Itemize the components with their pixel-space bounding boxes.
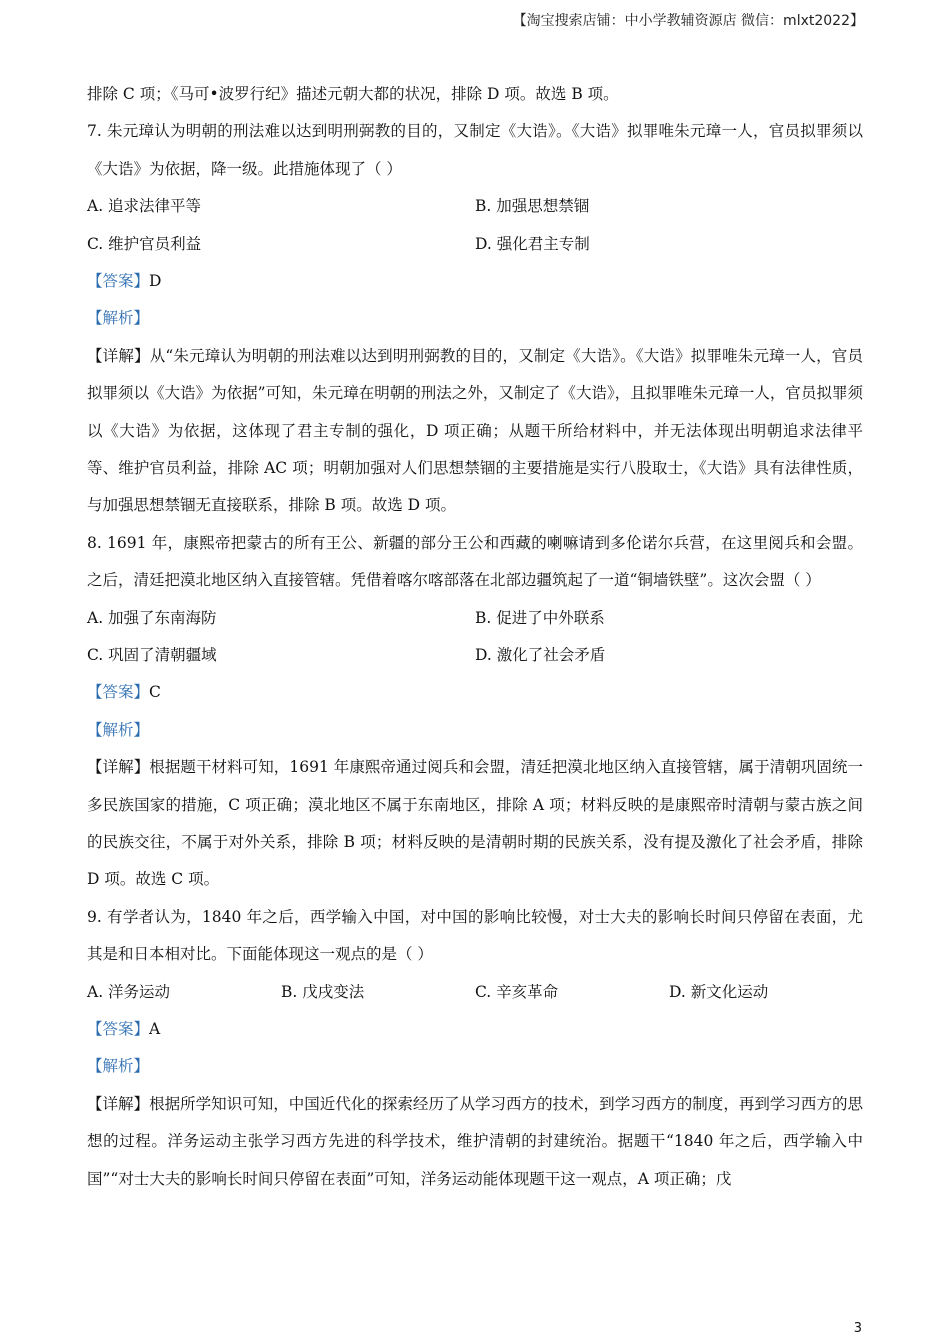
question-stem: 8. 1691 年，康熙帝把蒙古的所有王公、新疆的部分王公和西藏的喇嘛请到多伦诺尔兵营，在这里阅兵和会盟。之后，清廷把漠北地区纳入直接管辖。凭借着喀尔喀部落在北部边疆筑起了一道“铜墙铁壁”。这次会盟（ ） — [87, 533, 863, 590]
options-row — [87, 637, 863, 674]
option-b: B. 促进了中外联系 — [475, 608, 605, 627]
option-c: C. 巩固了清朝疆域 — [87, 646, 217, 664]
answer-tag: 【答案】 — [87, 1020, 150, 1038]
analysis-tag: 【解析】 — [87, 720, 150, 739]
option-d: D. 强化君主专制 — [475, 234, 590, 253]
detail-tag: 【详解】 — [87, 1094, 150, 1113]
detail-paragraph — [87, 749, 863, 899]
detail-tag: 【详解】 — [87, 346, 150, 365]
page-header: 【淘宝搜索店铺：中小学教辅资源店 微信：mlxt2022】 — [512, 13, 864, 29]
options-row — [87, 188, 863, 225]
answer-value: C — [149, 683, 161, 702]
detail-tag: 【详解】 — [87, 758, 150, 777]
answer-value: D — [149, 271, 162, 290]
options-row — [87, 974, 863, 1011]
document-body — [87, 76, 863, 1198]
answer-line — [87, 674, 863, 711]
analysis-line — [87, 1048, 863, 1085]
option-a: A. 加强了东南海防 — [87, 608, 217, 627]
option-c: C. 辛亥革命 — [475, 982, 559, 1001]
question-8 — [87, 525, 863, 899]
question-7 — [87, 113, 863, 524]
option-b: B. 加强思想禁锢 — [475, 197, 590, 216]
option-c: C. 维护官员利益 — [87, 234, 202, 253]
answer-value: A — [149, 1020, 161, 1038]
intro-line: 排除 C 项；《马可•波罗行纪》描述元朝大都的状况，排除 D 项。故选 B 项。 — [87, 85, 619, 103]
option-d: D. 激化了社会矛盾 — [475, 646, 606, 664]
detail-text: 根据题干材料可知，1691 年康熙帝通过阅兵和会盟，清廷把漠北地区纳入直接管辖，属于清朝巩固统一多民族国家的措施，C 项正确；漠北地区不属于东南地区，排除 A 项；材料反映的是康熙帝时清朝与蒙古族之间的民族交往，不属于对外关系，排除 B 项；材料反映的是清朝时期的民族关系，没有提及激化了社会矛盾，排除 D 项。故选 C 项。 — [87, 758, 863, 889]
analysis-tag: 【解析】 — [87, 309, 150, 328]
page-number: 3 — [853, 1321, 862, 1336]
detail-paragraph — [87, 1086, 863, 1198]
question-stem: 9. 有学者认为，1840 年之后，西学输入中国，对中国的影响比较慢，对士大夫的影响长时间只停留在表面，尤其是和日本相对比。下面能体现这一观点的是（ ） — [87, 907, 863, 964]
options-row — [87, 226, 863, 263]
answer-line — [87, 1011, 863, 1048]
answer-tag: 【答案】 — [87, 271, 150, 290]
options-row — [87, 600, 863, 637]
option-a: A. 追求法律平等 — [87, 197, 202, 216]
analysis-line — [87, 712, 863, 749]
question-stem: 7. 朱元璋认为明朝的刑法难以达到明刑弼教的目的，又制定《大诰》。《大诰》拟罪唯朱元璋一人，官员拟罪须以《大诰》为依据，降一级。此措施体现了（ ） — [87, 122, 863, 178]
answer-line — [87, 263, 863, 300]
question-9 — [87, 899, 863, 1198]
option-b: B. 戊戌变法 — [281, 982, 365, 1001]
detail-paragraph — [87, 338, 863, 525]
detail-text: 根据所学知识可知，中国近代化的探索经历了从学习西方的技术，到学习西方的制度，再到学习西方的思想的过程。洋务运动主张学习西方先进的科学技术，维护清朝的封建统治。据题干“1840 年之后，西学输入中国”“对士大夫的影响长时间只停留在表面”可知，洋务运动能体现题干这一观点，A 项正确；戊 — [87, 1094, 863, 1188]
option-d: D. 新文化运动 — [669, 982, 769, 1001]
option-a: A. 洋务运动 — [87, 982, 171, 1001]
detail-text: 从“朱元璋认为明朝的刑法难以达到明刑弼教的目的，又制定《大诰》。《大诰》拟罪唯朱元璋一人，官员拟罪须以《大诰》为依据”可知，朱元璋在明朝的刑法之外，又制定了《大诰》，且拟罪唯朱元璋一人，官员拟罪须以《大诰》为依据，这体现了君主专制的强化，D 项正确；从题干所给材料中，并无法体现出明朝追求法律平等、维护官员利益，排除 AC 项；明朝加强对人们思想禁锢的主要措施是实行八股取士，《大诰》具有法律性质，与加强思想禁锢无直接联系，排除 B 项。故选 D 项。 — [87, 346, 863, 515]
answer-tag: 【答案】 — [87, 683, 150, 702]
analysis-tag: 【解析】 — [87, 1057, 150, 1076]
analysis-line — [87, 300, 863, 337]
